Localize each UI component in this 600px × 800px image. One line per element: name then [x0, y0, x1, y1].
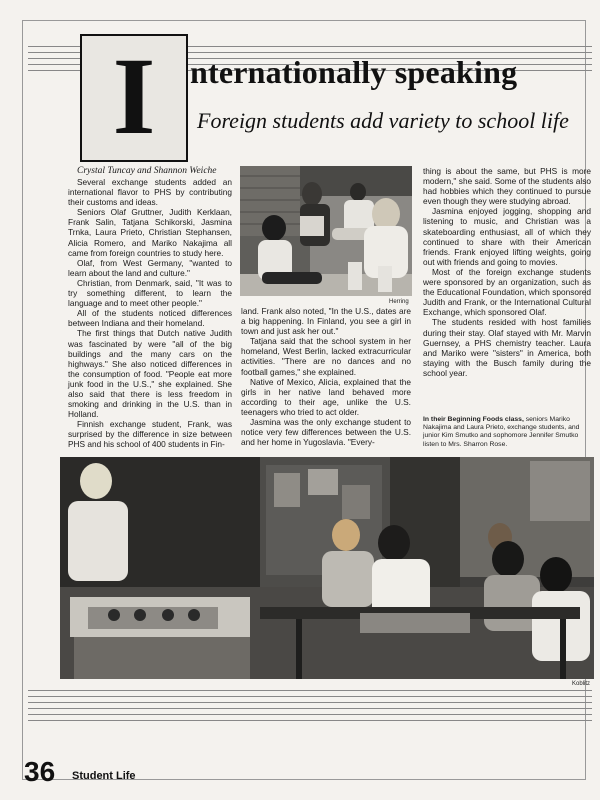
paragraph: Finnish exchange student, Frank, was surprised by the difference in size between PHS and his school of 400 students in Fin- [68, 419, 232, 450]
drop-cap-box [80, 34, 188, 162]
headline: nternationally speaking [190, 54, 518, 90]
paragraph: Jasmina was the only exchange student to notice very few differences between the U.S. and her home in Yugoslavia. "Every- [241, 417, 411, 448]
paragraph: Several exchange students added an international flavor to PHS by contributing their customs and ideas. [68, 177, 232, 208]
article-column-2 [241, 306, 411, 447]
photo-credit-top: Herring [389, 299, 409, 305]
bottom-ruled-band [28, 690, 592, 724]
caption-lead: In their Beginning Foods class, [423, 416, 524, 423]
exchange-students-photo [240, 166, 412, 296]
paragraph: The first things that Dutch native Judith was fascinated by were "all of the big buildings and the many cars on the highways." She also noticed differences in the consumption of food. "People eat more junk food in the U.S.," she explained. She also said that there is less freedom in smoking and drinking in the U.S. than in Holland. [68, 328, 232, 420]
article-column-3 [423, 166, 591, 378]
paragraph: land. Frank also noted, "In the U.S., dates are a big happening. In Finland, you see a girl in town and just ask her out." [241, 306, 411, 337]
paragraph: Jasmina enjoyed jogging, shopping and listening to music, and Christian was a skateboarding enthusiast, all of which they continued to share with their American friends. Frank enjoyed lifting weights, going out with friends and going to movies. [423, 206, 591, 267]
paragraph: Seniors Olaf Gruttner, Judith Kerklaan, Frank Salin, Tatjana Schikorski, Jasmina Trnka, Laura Prieto, Christian Stephansen, Alicia Romero, and Mariko Nakajima all came from foreign countries to study here. [68, 207, 232, 258]
paragraph: Native of Mexico, Alicia, explained that the girls in her native land behaved more according to their age, unlike the U.S. teenagers who tried to act older. [241, 376, 411, 417]
article-column-1 [68, 166, 232, 450]
classroom-illustration [60, 457, 594, 679]
paragraph: Olaf, from West Germany, "wanted to learn about the land and culture." [68, 257, 232, 278]
photo-credit-bottom: Koblitz [572, 681, 591, 687]
paragraph: Tatjana said that the school system in her homeland, West Berlin, lacked extracurricular activities. "There are no dances and no football games," she explained. [241, 336, 411, 377]
subheadline: Foreign students add variety to school life [197, 108, 569, 133]
paragraph: The students resided with host families during their stay. Olaf stayed with Mr. Marvin Guernsey, a PHS chemistry teacher. Laura and Mariko were "sisters" in America, both staying with the Busch family during the school year. [423, 317, 591, 378]
caption-body: seniors Mariko Nakajima and Laura Prieto, exchange students, and junior Kim Smutko and sophomore Jennifer Smutko listen to Mrs. Sharron Rose. [423, 416, 580, 448]
section-label: Student Life [72, 770, 136, 782]
paragraph: All of the students noticed differences between Indiana and their homeland. [68, 308, 232, 329]
paragraph: Christian, from Denmark, said, "It was to try something different, to learn the language and to meet other people." [68, 277, 232, 309]
students-on-steps-illustration [240, 166, 412, 296]
page-number: 36 [24, 756, 56, 787]
drop-cap: I [112, 35, 156, 157]
paragraph: Most of the foreign exchange students were sponsored by an organization, such as the Educational Foundation, which sponsored Judith and Frank, or the International Cultural Exchange, which sponsored Olaf. [423, 266, 591, 318]
byline: Crystal Tuncay and Shannon Weiche [77, 166, 217, 176]
photo-caption [423, 416, 589, 449]
foods-class-photo [60, 457, 594, 679]
paragraph: thing is about the same, but PHS is more modern," she said. Some of the students also had hobbies which they continued to pursue even though they were studying abroad. [423, 166, 591, 207]
